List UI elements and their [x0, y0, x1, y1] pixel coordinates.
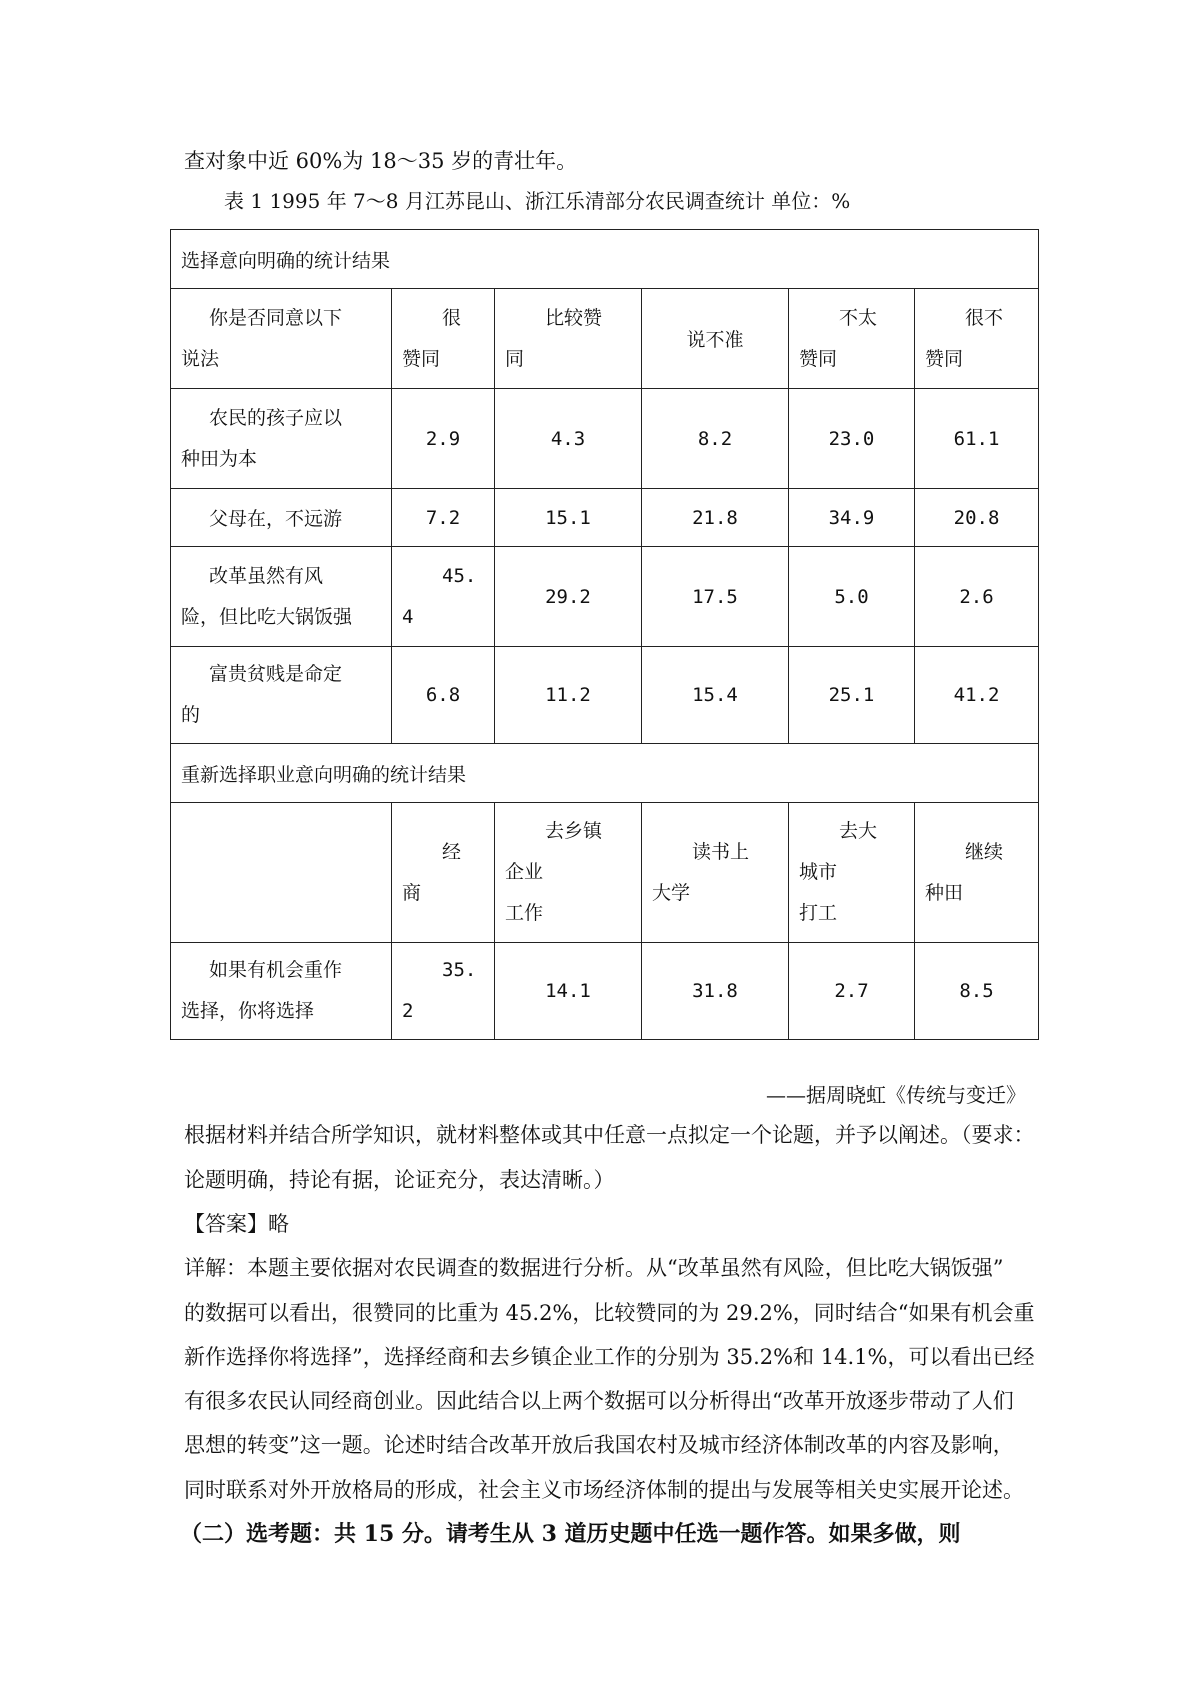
header1-c3: 说不准 — [642, 289, 789, 389]
row-label: 改革虽然有风 险，但比吃大锅饭强 — [171, 547, 392, 647]
header2-c3: 读书上 大学 — [642, 803, 789, 943]
explanation-line: 同时联系对外开放格局的形成，社会主义市场经济体制的提出与发展等相关史实展开论述。 — [184, 1478, 1024, 1502]
row-value: 8.2 — [642, 389, 789, 489]
header2-c5: 继续 种田 — [915, 803, 1039, 943]
row-value: 4.3 — [495, 389, 642, 489]
row-label: 如果有机会重作 选择，你将选择 — [171, 943, 392, 1040]
table-row — [171, 489, 1039, 547]
explanation-line: 思想的转变”这一题。论述时结合改革开放后我国农村及城市经济体制改革的内容及影响， — [184, 1433, 1014, 1457]
row-value: 2.6 — [915, 547, 1039, 647]
explanation-line: 的数据可以看出，很赞同的比重为 45.2%，比较赞同的为 29.2%，同时结合“如果有机会重 — [184, 1301, 1035, 1325]
row-value: 2.7 — [789, 943, 915, 1040]
row-value: 11.2 — [495, 647, 642, 744]
header1-row — [171, 289, 1039, 389]
header2-row — [171, 803, 1039, 943]
table-row — [171, 647, 1039, 744]
survey-table — [170, 229, 1039, 1040]
table-caption: 表 1 1995 年 7～8 月江苏昆山、浙江乐清部分农民调查统计 单位：% — [224, 189, 851, 213]
row-value: 15.1 — [495, 489, 642, 547]
header1-c1: 很 赞同 — [392, 289, 495, 389]
row-value: 31.8 — [642, 943, 789, 1040]
section2-row — [171, 744, 1039, 803]
header2-empty — [171, 803, 392, 943]
source-citation: ——据周晓虹《传统与变迁》 — [766, 1083, 1026, 1107]
row-value: 25.1 — [789, 647, 915, 744]
header1-question: 你是否同意以下 说法 — [171, 289, 392, 389]
section-heading: （二）选考题：共 15 分。请考生从 3 道历史题中任选一题作答。如果多做，则 — [180, 1521, 961, 1547]
header1-c2: 比较赞 同 — [495, 289, 642, 389]
table-row — [171, 943, 1039, 1040]
row-value: 14.1 — [495, 943, 642, 1040]
row-value: 35. 2 — [392, 943, 495, 1040]
table-row — [171, 547, 1039, 647]
section1-title: 选择意向明确的统计结果 — [171, 230, 1039, 289]
row-value: 2.9 — [392, 389, 495, 489]
intro-line: 查对象中近 60%为 18～35 岁的青壮年。 — [184, 149, 578, 173]
row-value: 17.5 — [642, 547, 789, 647]
header1-c4: 不太 赞同 — [789, 289, 915, 389]
section1-row — [171, 230, 1039, 289]
table-row — [171, 389, 1039, 489]
row-value: 23.0 — [789, 389, 915, 489]
explanation-line: 有很多农民认同经商创业。因此结合以上两个数据可以分析得出“改革开放逐步带动了人们 — [184, 1389, 1014, 1413]
header2-c1: 经 商 — [392, 803, 495, 943]
row-value: 5.0 — [789, 547, 915, 647]
header2-c2: 去乡镇 企业 工作 — [495, 803, 642, 943]
question-line: 根据材料并结合所学知识，就材料整体或其中任意一点拟定一个论题，并予以阐述。（要求： — [184, 1123, 1035, 1147]
row-value: 20.8 — [915, 489, 1039, 547]
answer-line: 【答案】略 — [184, 1212, 289, 1236]
section2-title: 重新选择职业意向明确的统计结果 — [171, 744, 1039, 803]
header1-c5: 很不 赞同 — [915, 289, 1039, 389]
row-value: 45. 4 — [392, 547, 495, 647]
row-value: 29.2 — [495, 547, 642, 647]
row-value: 61.1 — [915, 389, 1039, 489]
row-value: 34.9 — [789, 489, 915, 547]
row-value: 8.5 — [915, 943, 1039, 1040]
row-value: 41.2 — [915, 647, 1039, 744]
row-label: 农民的孩子应以 种田为本 — [171, 389, 392, 489]
explanation-line: 新作选择你将选择”，选择经商和去乡镇企业工作的分别为 35.2%和 14.1%，可以看出已经 — [184, 1345, 1035, 1369]
row-label: 父母在，不远游 — [171, 489, 392, 547]
row-value: 21.8 — [642, 489, 789, 547]
row-value: 6.8 — [392, 647, 495, 744]
explanation-line: 详解：本题主要依据对农民调查的数据进行分析。从“改革虽然有风险，但比吃大锅饭强” — [184, 1256, 1004, 1280]
question-line: 论题明确，持论有据，论证充分，表达清晰。） — [184, 1168, 615, 1192]
header2-c4: 去大 城市 打工 — [789, 803, 915, 943]
row-label: 富贵贫贱是命定 的 — [171, 647, 392, 744]
row-value: 15.4 — [642, 647, 789, 744]
row-value: 7.2 — [392, 489, 495, 547]
